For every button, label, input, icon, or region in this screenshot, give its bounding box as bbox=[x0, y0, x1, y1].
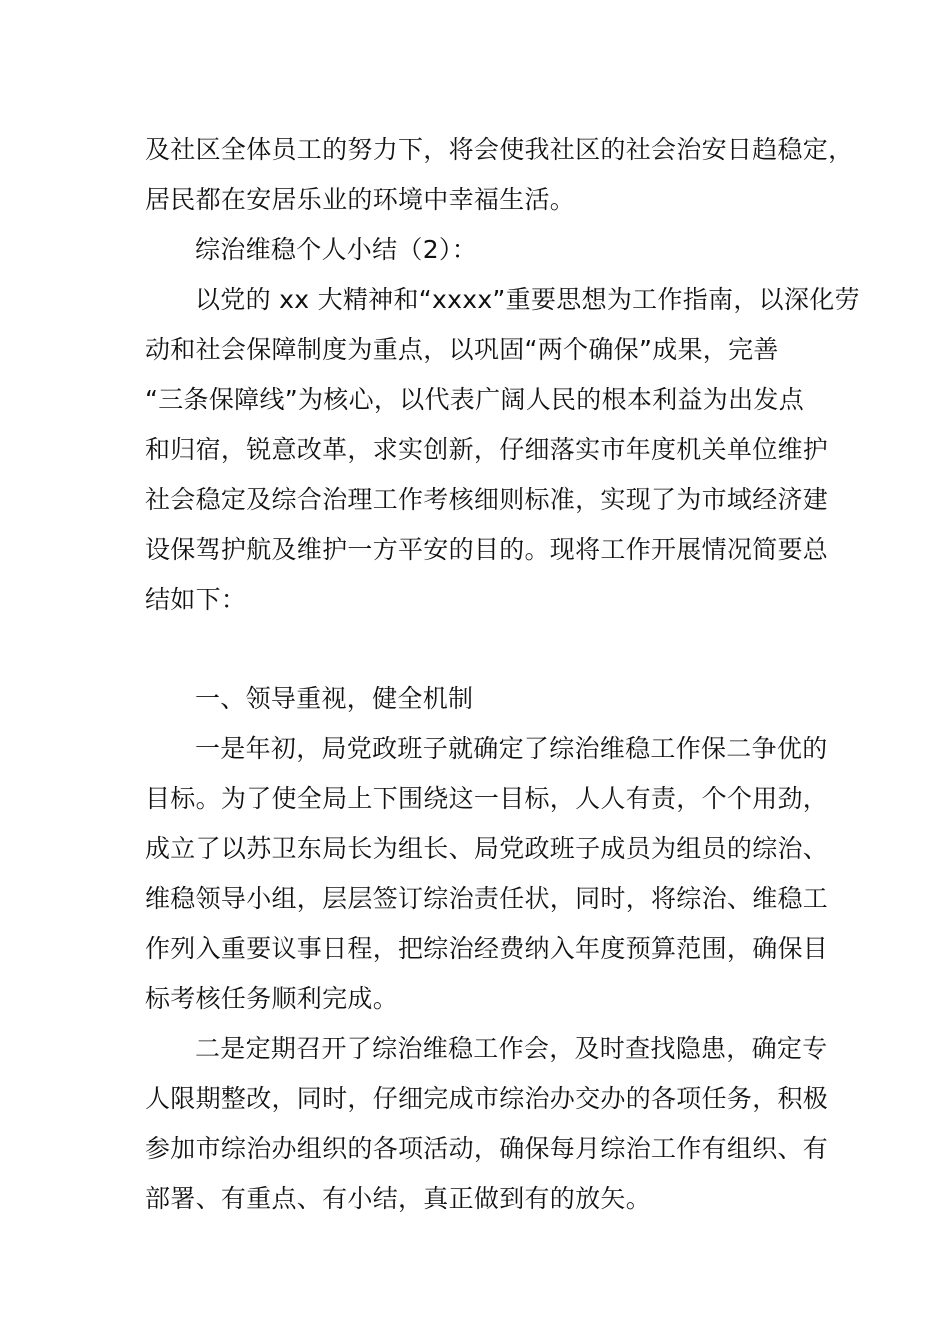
paragraph-line: 以党的 xx 大精神和“xxxx”重要思想为工作指南，以深化劳 bbox=[195, 285, 860, 314]
paragraph-line: 一是年初，局党政班子就确定了综治维稳工作保二争优的 bbox=[195, 734, 828, 763]
paragraph-line: 维稳领导小组，层层签订综治责任状，同时，将综治、维稳工 bbox=[145, 884, 829, 913]
paragraph-line: 社会稳定及综合治理工作考核细则标准，实现了为市域经济建 bbox=[145, 485, 829, 514]
section-subtitle: 综治维稳个人小结（2）： bbox=[195, 235, 478, 264]
paragraph-line: 及社区全体员工的努力下，将会使我社区的社会治安日趋稳定， bbox=[145, 135, 854, 164]
paragraph-line: 作列入重要议事日程，把综治经费纳入年度预算范围，确保目 bbox=[145, 934, 829, 963]
paragraph-line: 结如下： bbox=[145, 585, 247, 614]
paragraph-line: “三条保障线”为核心，以代表广阔人民的根本利益为出发点 bbox=[145, 385, 805, 414]
paragraph-line: 目标。为了使全局上下围绕这一目标，人人有责，个个用劲， bbox=[145, 784, 829, 813]
paragraph-line: 部署、有重点、有小结，真正做到有的放矢。 bbox=[145, 1184, 652, 1213]
paragraph-line: 人限期整改，同时，仔细完成市综治办交办的各项任务，积极 bbox=[145, 1084, 829, 1113]
paragraph-line: 动和社会保障制度为重点，以巩固“两个确保”成果，完善 bbox=[145, 335, 779, 364]
paragraph-line: 居民都在安居乐业的环境中幸福生活。 bbox=[145, 185, 576, 214]
paragraph-line: 和归宿，锐意改革，求实创新，仔细落实市年度机关单位维护 bbox=[145, 435, 829, 464]
paragraph-line: 成立了以苏卫东局长为组长、局党政班子成员为组员的综治、 bbox=[145, 834, 829, 863]
paragraph-line: 标考核任务顺利完成。 bbox=[145, 984, 399, 1013]
section-heading: 一、领导重视，健全机制 bbox=[195, 684, 474, 713]
paragraph-line: 二是定期召开了综治维稳工作会，及时查找隐患，确定专 bbox=[195, 1034, 828, 1063]
paragraph-line: 参加市综治办组织的各项活动，确保每月综治工作有组织、有 bbox=[145, 1134, 829, 1163]
paragraph-line: 设保驾护航及维护一方平安的目的。现将工作开展情况简要总 bbox=[145, 535, 829, 564]
